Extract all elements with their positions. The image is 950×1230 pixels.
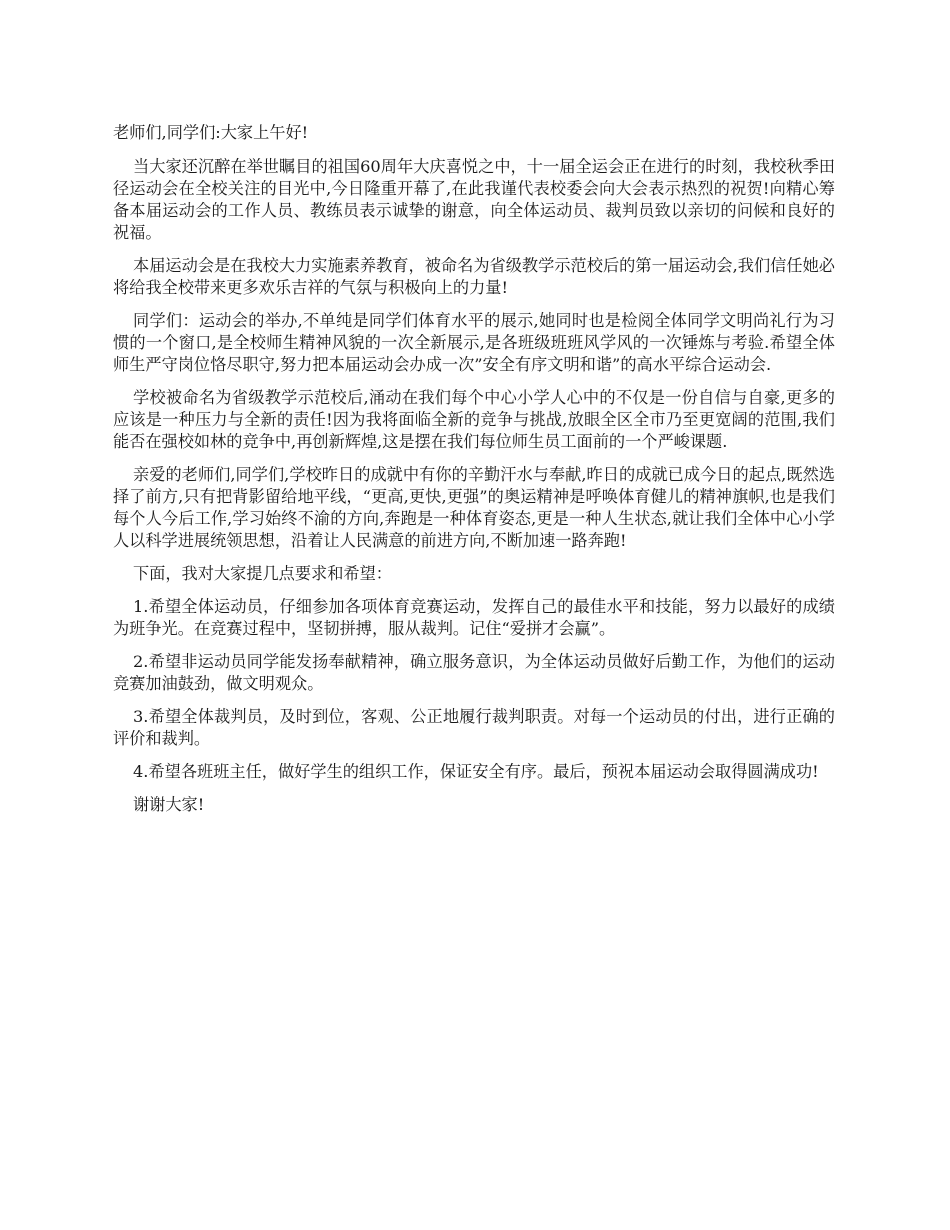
- requirement-athletes: 1.希望全体运动员，仔细参加各项体育竞赛运动，发挥自己的最佳水平和技能，努力以最好的成绩为班争光。在竞赛过程中，坚韧拼搏，服从裁判。记住“爱拼才会赢”。: [113, 597, 835, 638]
- greeting: 老师们,同学们:大家上午好!: [113, 123, 309, 142]
- requirement-referees: 3.希望全体裁判员，及时到位，客观、公正地履行裁判职责。对每一个运动员的付出，进行正确的评价和裁判。: [113, 707, 835, 748]
- closing-thanks: 谢谢大家!: [133, 795, 205, 814]
- paragraph-teachers-students: 亲爱的老师们,同学们,学校昨日的成就中有你的辛勤汗水与奉献,昨日的成就已成今日的起点,既然选择了前方,只有把背影留给地平线，“更高,更快,更强”的奥运精神是呼唤体育健儿的精神旗帜,也是我们每个人今后工作,学习始终不渝的方向,奔跑是一种体育姿态,更是一种人生状态,就让我们全体中心小学人以科学进展统领思想，沿着让人民满意的前进方向,不断加速一路奔跑!: [113, 465, 835, 550]
- requirement-non-athletes: 2.希望非运动员同学能发扬奉献精神，确立服务意识，为全体运动员做好后勤工作，为他们的运动竞赛加油鼓劲，做文明观众。: [113, 652, 835, 693]
- document-page: [113, 122, 835, 827]
- paragraph-requirements-intro: 下面，我对大家提几点要求和希望：: [133, 564, 392, 583]
- paragraph-opening: 当大家还沉醉在举世瞩目的祖国60周年大庆喜悦之中，十一届全运会正在进行的时刻，我校秋季田径运动会在全校关注的目光中,今日隆重开幕了,在此我谨代表校委会向大会表示热烈的祝贺!向精心筹备本届运动会的工作人员、教练员表示诚挚的谢意，向全体运动员、裁判员致以亲切的问候和良好的祝福。: [113, 157, 835, 242]
- paragraph-school: 学校被命名为省级教学示范校后,涌动在我们每个中心小学人心中的不仅是一份自信与自豪,更多的应该是一种压力与全新的责任!因为我将面临全新的竞争与挑战,放眼全区全市乃至更宽阔的范围,我们能否在强校如林的竞争中,再创新辉煌,这是摆在我们每位师生员工面前的一个严峻课题.: [113, 388, 835, 451]
- paragraph-meet-intro: 本届运动会是在我校大力实施素养教育，被命名为省级教学示范校后的第一届运动会,我们信任她必将给我全校带来更多欢乐吉祥的气氛与积极向上的力量!: [113, 256, 835, 297]
- requirement-head-teachers: 4.希望各班班主任，做好学生的组织工作，保证安全有序。最后，预祝本届运动会取得圆满成功!: [133, 762, 819, 781]
- paragraph-students: 同学们：运动会的举办,不单纯是同学们体育水平的展示,她同时也是检阅全体同学文明尚礼行为习惯的一个窗口,是全校师生精神风貌的一次全新展示,是各班级班班风学风的一次锤炼与考验.希望全体师生严守岗位恪尽职守,努力把本届运动会办成一次”安全有序文明和谐”的高水平综合运动会.: [113, 311, 835, 374]
